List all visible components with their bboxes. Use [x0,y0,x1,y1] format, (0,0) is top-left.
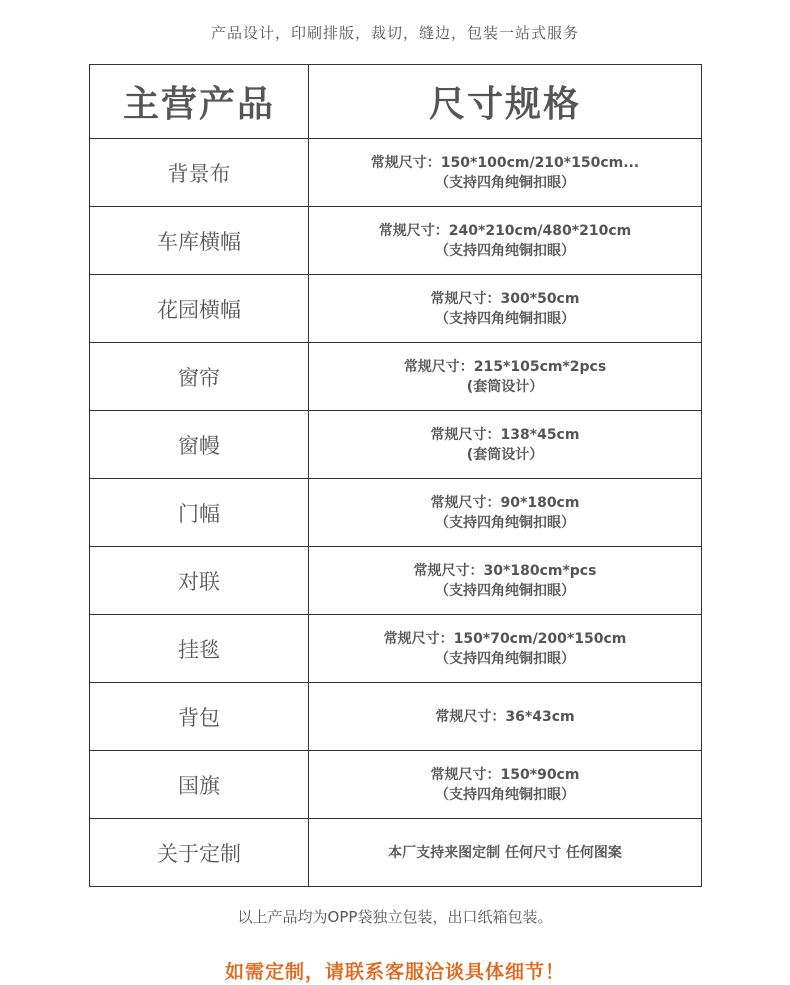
table-row [90,411,702,479]
product-name: 关于定制 [157,841,241,866]
spec-note-line: （支持四角纯铜扣眼） [435,310,575,327]
spec-cell [309,615,702,683]
table-header-row [90,65,702,139]
spec-note-line: （支持四角纯铜扣眼） [435,582,575,599]
spec-size-line: 常规尺寸：90*180cm [430,494,580,511]
spec-cell [309,683,702,751]
product-name-cell [90,479,309,547]
spec-cell [309,275,702,343]
packaging-note: 以上产品均为OPP袋独立包装，出口纸箱包装。 [237,908,553,926]
spec-note-line: （支持四角纯铜扣眼） [435,786,575,803]
product-name-cell [90,547,309,615]
table-row [90,343,702,411]
product-name: 背景布 [167,161,231,186]
table-row [90,275,702,343]
table-row [90,683,702,751]
spec-cell [309,411,702,479]
table-row [90,207,702,275]
spec-size-line: 常规尺寸：150*70cm/200*150cm [383,630,627,647]
product-name: 国旗 [178,773,220,798]
product-name-cell [90,411,309,479]
spec-cell [309,479,702,547]
spec-cell [309,343,702,411]
product-spec-table [89,64,702,887]
table-row [90,819,702,887]
spec-note-line: （支持四角纯铜扣眼） [435,174,575,191]
spec-size-line: 常规尺寸：215*105cm*2pcs [403,358,607,375]
spec-size-line: 常规尺寸：150*100cm/210*150cm... [370,154,640,171]
product-name-cell [90,819,309,887]
table-row [90,547,702,615]
custom-order-note: 本厂支持来图定制 任何尺寸 任何图案 [388,844,622,861]
product-name-cell [90,343,309,411]
spec-size-line: 常规尺寸：30*180cm*pcs [413,562,597,579]
spec-note-line: (套筒设计） [466,378,544,395]
table-row [90,751,702,819]
spec-note-line: （支持四角纯铜扣眼） [435,514,575,531]
spec-cell [309,751,702,819]
product-name: 花园横幅 [157,297,241,322]
header-size-spec: 尺寸规格 [309,65,702,139]
spec-size-line: 常规尺寸：150*90cm [430,766,580,783]
product-name-cell [90,751,309,819]
product-name: 窗幔 [178,433,220,458]
table-row [90,139,702,207]
spec-cell [309,547,702,615]
product-name-cell [90,275,309,343]
product-name-cell [90,615,309,683]
header-main-products: 主营产品 [90,65,309,139]
product-name: 对联 [178,569,220,594]
contact-cta: 如需定制，请联系客服洽谈具体细节！ [224,961,565,983]
product-name: 背包 [178,705,220,730]
product-name-cell [90,683,309,751]
spec-cell [309,139,702,207]
spec-note-line: （支持四角纯铜扣眼） [435,242,575,259]
spec-size-line: 常规尺寸：240*210cm/480*210cm [378,222,632,239]
spec-note-line: （支持四角纯铜扣眼） [435,650,575,667]
table-row [90,615,702,683]
spec-size-line: 常规尺寸：300*50cm [430,290,580,307]
spec-cell [309,819,702,887]
product-name: 门幅 [178,501,220,526]
service-tagline: 产品设计，印刷排版，裁切，缝边，包装一站式服务 [210,24,579,42]
spec-size-line: 常规尺寸：36*43cm [435,708,575,725]
product-name: 车库横幅 [157,229,241,254]
product-name-cell [90,207,309,275]
spec-cell [309,207,702,275]
spec-size-line: 常规尺寸：138*45cm [430,426,580,443]
product-name: 挂毯 [178,637,220,662]
spec-note-line: (套筒设计） [466,446,544,463]
product-name-cell [90,139,309,207]
table-row [90,479,702,547]
product-name: 窗帘 [178,365,220,390]
